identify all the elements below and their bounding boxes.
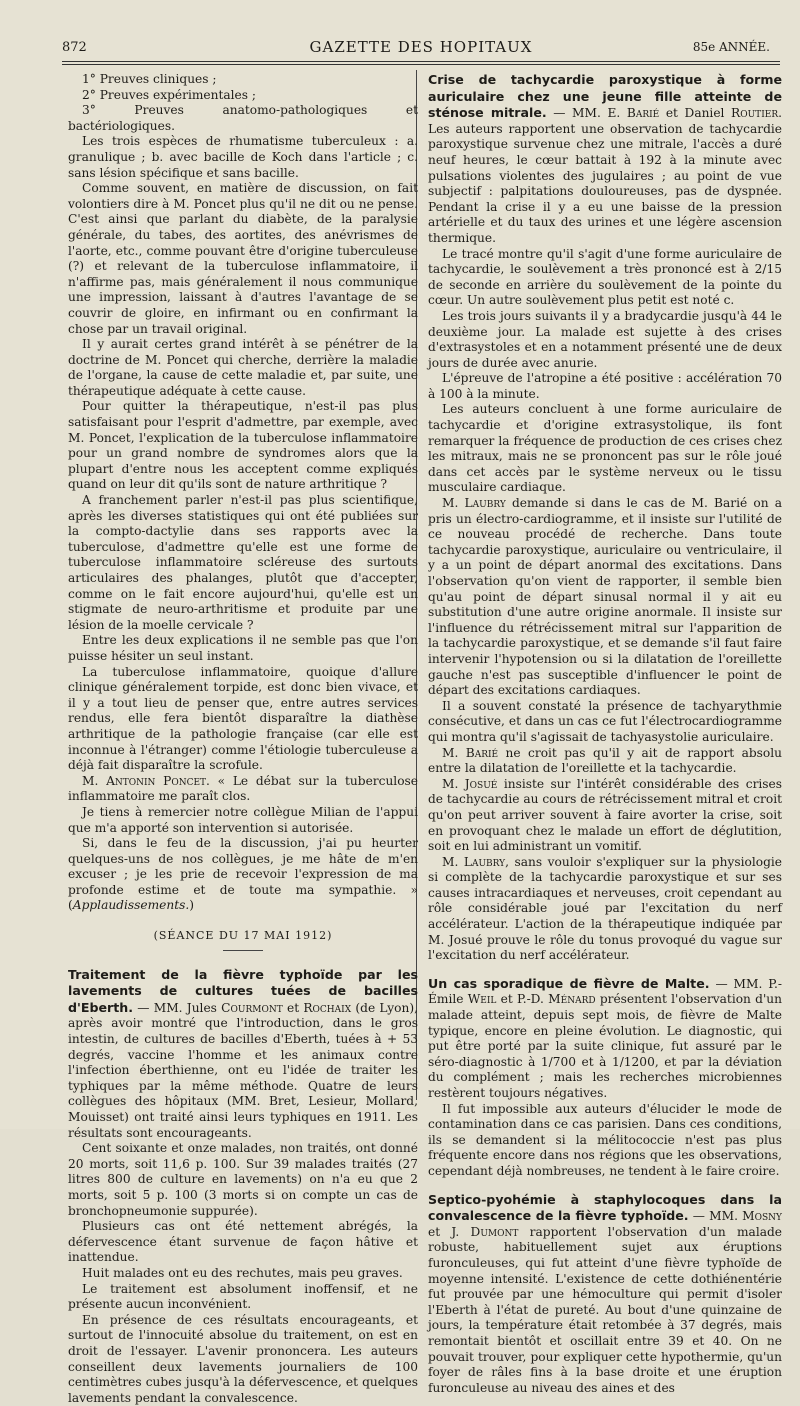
paragraph-text: insiste sur l'intérêt considérable des crises de tachycardie au cours de rétrécissement mitral et croit qu'on peut arriver souvent à faire avorter la crise, soit en provoquant chez le malade un effort de déglutition, soit en lui administrant un vomitif. <box>428 776 783 854</box>
paragraph <box>68 774 418 805</box>
paragraph-text: ) <box>189 898 195 913</box>
paragraph-text: — MM. E. <box>546 106 627 121</box>
paragraph: En présence de ces résultats encourageants, et surtout de l'innocuité absolue du traitement, on est en droit de l'essayer. L'avenir prononcera. Les auteurs conseillent deux lavements journaliers de 100 centimètres cubes jusqu'à la défervescence, et quelques lavements pendant la convalescence. <box>68 1312 418 1405</box>
header-rule-top <box>62 61 780 62</box>
paragraph: Il y aurait certes grand intérêt à se pénétrer de la doctrine de M. Poncet qui cherche, derrière la maladie de l'organe, la cause de cette maladie et, par suite, une thérapeutique adéquate à cette cause. <box>68 337 418 398</box>
right-column <box>428 72 782 1396</box>
paragraph: Il fut impossible aux auteurs d'élucider le mode de contamination dans ce cas parisien. Dans ces conditions, ils se demandent si la mélitococcie n'est pas plus fréquente encore dans nos régions que les observations, cependant déjà nombreuses, ne tendent à le faire croire. <box>428 1101 782 1178</box>
article-heading: Septico-pyohémie à staphylocoques dans la convalescence de la fièvre typhoïde. <box>428 1191 782 1224</box>
author-name: Barié <box>626 106 660 121</box>
paragraph: Pour quitter la thérapeutique, n'est-il pas plus satisfaisant pour l'esprit d'admettre, par exemple, avec M. Poncet, l'explication de la tuberculose inflammatoire pour un grand nombre de syndromes alors que la plupart d'entre nous les acceptent comme expliqués quand on leur dit qu'ils sont de nature arthritique ? <box>68 399 418 492</box>
paragraph: Cent soixante et onze malades, non traités, ont donné 20 morts, soit 11,6 p. 100. Sur 39 malades traités (27 litres 800 de culture en lavements) on n'a eu que 2 morts, soit 5 p. 100 (3 morts si on compte un cas de bronchopneumonie suppurée). <box>68 1141 418 1218</box>
paragraph: Huit malades ont eu des rechutes, mais peu graves. <box>82 1265 403 1280</box>
author-name: Mosny <box>742 1209 782 1224</box>
article-heading: Crise de tachycardie paroxystique à forme auriculaire chez une jeune fille atteinte de sténose mitrale. <box>428 72 782 121</box>
session-date: (SÉANCE DU 17 MAI 1912) <box>153 929 333 943</box>
paragraph <box>428 855 782 964</box>
paragraph: Le tracé montre qu'il s'agit d'une forme auriculaire de tachycardie, le soulèvement a très prononcé est à 2/15 de seconde en arrière du soulèvement de la pointe du cœur. Un autre soulèvement plus petit est noté c. <box>428 246 782 308</box>
paragraph-text: Si, dans le feu de la discussion, j'ai pu heurter quelques-uns de nos collègues, je me hâte de m'en excuser ; je les prie de recevoir l'expression de ma profonde estime et de toute ma sympathie. » ( <box>68 836 418 913</box>
spacer <box>428 964 782 976</box>
author-name: Rochaix <box>303 1000 352 1015</box>
speaker-name: M. Josué <box>442 776 498 791</box>
paragraph-text: et J. <box>428 1224 471 1239</box>
article-lead <box>428 976 782 1102</box>
paragraph-text: demande si dans le cas de M. Barié on a pris un électro-cardiogramme, et il insiste sur l'utilité de ce nouveau procédé de recherche. Dans toute tachycardie paroxystique, auriculaire ou ventriculaire, il y a un point de départ anormal des excitations. Dans l'observation qu'on vient de rapporter, il semble bien qu'au point de départ sinusal normal il y ait eu substitution d'une autre origine anormale. Il insiste sur l'influence du rétrécissement mitral sur l'apparition de la tachycardie paroxystique, et se demande s'il faut faire intervenir l'hypotension ou si la dilatation de l'oreillette gauche n'est pas susceptible d'influencer le point de départ des excitations cardiaques. <box>428 496 782 698</box>
speaker-name: M. Laubry, <box>442 854 509 869</box>
speaker-name: M. Antonin Poncet. <box>82 773 210 788</box>
article-lead <box>428 1192 782 1397</box>
paragraph-text: « Le débat sur la tuberculose inflammatoire me paraît clos. <box>68 773 418 804</box>
author-name: Courmont <box>221 1000 283 1015</box>
paragraph-text: — MM. <box>688 1209 743 1224</box>
paragraph: Les trois jours suivants il y a bradycardie jusqu'à 44 le deuxième jour. La malade est sujette à des crises d'extrasystoles et en a notamment présenté une de deux jours de durée avec anurie. <box>428 308 782 370</box>
author-name: Dumont <box>470 1224 519 1239</box>
article-lead <box>428 72 782 247</box>
section-rule <box>223 950 263 951</box>
paragraph-text: et Daniel <box>659 106 732 121</box>
author-name: Ménard <box>548 992 596 1007</box>
paragraph: Entre les deux explications il ne semble pas que l'on puisse hésiter un seul instant. <box>68 633 418 663</box>
list-item-3: 3° Preuves anatomo-pathologiques et bactériologiques. <box>68 103 418 133</box>
header-rule-bottom <box>62 64 780 65</box>
speaker-name: M. Barié <box>442 745 499 760</box>
paragraph: A franchement parler n'est-il pas plus scientifique, après les diverses statistiques qui ont été publiées sur la compto-dactylie dans ses rapports avec la tuberculose, d'admettre qu'elle est une forme de tuberculose inflammatoire scléreuse des surtouts articulaires des phalanges, plutôt que d'accepter, comme on le fait encore aujourd'hui, qu'elle est un stigmate de neuro-arthritisme et produite par une lésion de la moelle cervicale ? <box>68 493 418 632</box>
paragraph-text: — MM. P.-Émile <box>428 976 782 1007</box>
paragraph-text: et P.-D. <box>496 992 549 1007</box>
page-number: 872 <box>62 40 87 55</box>
list-item-1: 1° Preuves cliniques ; <box>82 72 217 86</box>
paragraph-text: rapportent l'observation d'un malade robuste, habituellement sujet aux éruptions furonculeuses, qui fut atteint d'une fièvre typhoïde de moyenne intensité. L'existence de cette dothiénentérie fut prouvée par une hémoculture qui permit d'isoler l'Eberth à l'état de pureté. Au bout d'une quinzaine de jours, la température était retombée à 37 degrés, mais remontait bientôt et oscillait entre 39 et 40. On ne pouvait trouver, pour expliquer cette hypothermie, qu'un foyer de râles fins à la base droite et une éruption furonculeuse au niveau des aines et des <box>428 1224 782 1395</box>
year-label: 85e ANNÉE. <box>692 40 770 54</box>
speaker-name: M. Laubry <box>442 496 506 511</box>
paragraph <box>428 746 782 777</box>
paragraph: Je tiens à remercier notre collègue Milian de l'appui que m'a apporté son intervention si autorisée. <box>68 804 418 835</box>
paragraph: La tuberculose inflammatoire, quoique d'allure clinique généralement torpide, est donc bien vivace, et il y a tout lieu de penser que, entre autres services rendus, elle fera bientôt disparaître la diathèse arthritique de la pathologie française (car elle est inconnue à l'étranger) comme l'étiologie tuberculeuse a déjà fait disparaître la scrofule. <box>68 664 418 773</box>
article-heading: Traitement de la fièvre typhoïde par les lavements de cultures tuées de bacilles d'Eberth. <box>68 966 418 1015</box>
paragraph <box>68 836 418 914</box>
page-header <box>62 36 780 60</box>
paragraph: Les trois espèces de rhumatisme tuberculeux : a. granulique ; b. avec bacille de Koch dans l'article ; c. sans lésion spécifique et sans bacille. <box>68 134 418 180</box>
left-column <box>68 72 418 1406</box>
author-name: Routier <box>731 106 779 121</box>
journal-title: GAZETTE DES HOPITAUX <box>309 38 533 56</box>
paragraph: Plusieurs cas ont été nettement abrégés, la défervescence étant survenue de façon hâtive et inattendue. <box>68 1219 418 1265</box>
article-heading: Un cas sporadique de fièvre de Malte. <box>428 975 710 991</box>
paragraph-text: — MM. Jules <box>133 1000 222 1015</box>
author-name: Weil <box>467 992 497 1007</box>
paragraph <box>428 496 782 699</box>
paragraph-text: ne croit pas qu'il y ait de rapport absolu entre la dilatation de l'oreillette et la tachycardie. <box>428 745 782 776</box>
paragraph-text: (de Lyon), après avoir montré que l'introduction, dans le gros intestin, de cultures de bacilles d'Eberth, tuées à + 53 degrés, vaccine l'homme et les animaux contre l'infection éberthienne, ont eu l'idée de traiter les typhiques par la même méthode. Quatre de leurs collègues des hôpitaux (MM. Bret, Lesieur, Mollard, Mouisset) ont traité ainsi leurs typhiques en 1911. Les résultats sont encourageants. <box>68 1000 418 1140</box>
paragraph <box>428 777 782 855</box>
paragraph-text: présentent l'observation d'un malade atteint, depuis sept mois, de fièvre de Malte typique, encore en pleine évolution. Le diagnostic, qui put être porté par la suite clinique, fut assuré par le séro-diagnostic à 1/700 et à 1/1200, et par la déviation du complément ; mais les recherches microbiennes restèrent toujours négatives. <box>428 992 782 1100</box>
paragraph: Comme souvent, en matière de discussion, on fait volontiers dire à M. Poncet plus qu'il ne dit ou ne pense. C'est ainsi que parlant du diabète, de la paralysie générale, du tabes, des aortites, des anévrismes de l'aorte, etc., comme pouvant être d'origine tuberculeuse (?) et relevant de la tuberculose inflammatoire, il n'affirme pas, mais généralement il nous communique une impression, laissant à d'autres l'avantage de se couvrir de gloire, en infirmant ou en confirmant la chose par un travail original. <box>68 181 418 336</box>
article-lead <box>68 967 418 1142</box>
paragraph-text: sans vouloir s'expliquer sur la physiologie si complète de la tachycardie paroxystique et sur ses causes intracardiaques et nerveuses, croit cependant au rôle considérable joué par l'excitation du nerf accélérateur. L'action de la thérapeutique indiquée par M. Josué prouve le rôle du tonus provoqué du vague sur l'excitation du nerf accélérateur. <box>428 854 782 963</box>
spacer <box>428 1180 782 1192</box>
list-item-2: 2° Preuves expérimentales ; <box>82 87 256 102</box>
paragraph: L'épreuve de l'atropine a été positive : accélération 70 à 100 à la minute. <box>428 371 782 401</box>
paragraph: Le traitement est absolument inoffensif, et ne présente aucun inconvénient. <box>68 1281 418 1312</box>
paragraph-text: et <box>282 1000 304 1015</box>
paragraph: Les auteurs concluent à une forme auriculaire de tachycardie et d'origine extrasystolique, ils font remarquer la fréquence de production de ces crises chez les mitraux, mais ne se prononcent pas sur le rôle joué dans cet accès par le système nerveux ou le tissu musculaire cardiaque. <box>428 402 782 495</box>
paragraph: Il a souvent constaté la présence de tachyarythmie consécutive, et dans un cas ce fut l'électrocardiogramme qui montra qu'il s'agissait de tachyasystolie auriculaire. <box>428 698 782 744</box>
paragraph-text: . Les auteurs rapportent une observation de tachycardie paroxystique survenue chez une mitrale, l'accès a duré neuf heures, le cœur battait à 192 à la minute avec pulsations violentes des jugulaires ; au point de vue subjectif : palpitations douloureuses, pas de dyspnée. Pendant la crise il y a eu une baisse de la pression artérielle et du taux des urines et une légère ascension thermique. <box>428 106 782 245</box>
applause-note: Applaudissements. <box>72 898 190 913</box>
